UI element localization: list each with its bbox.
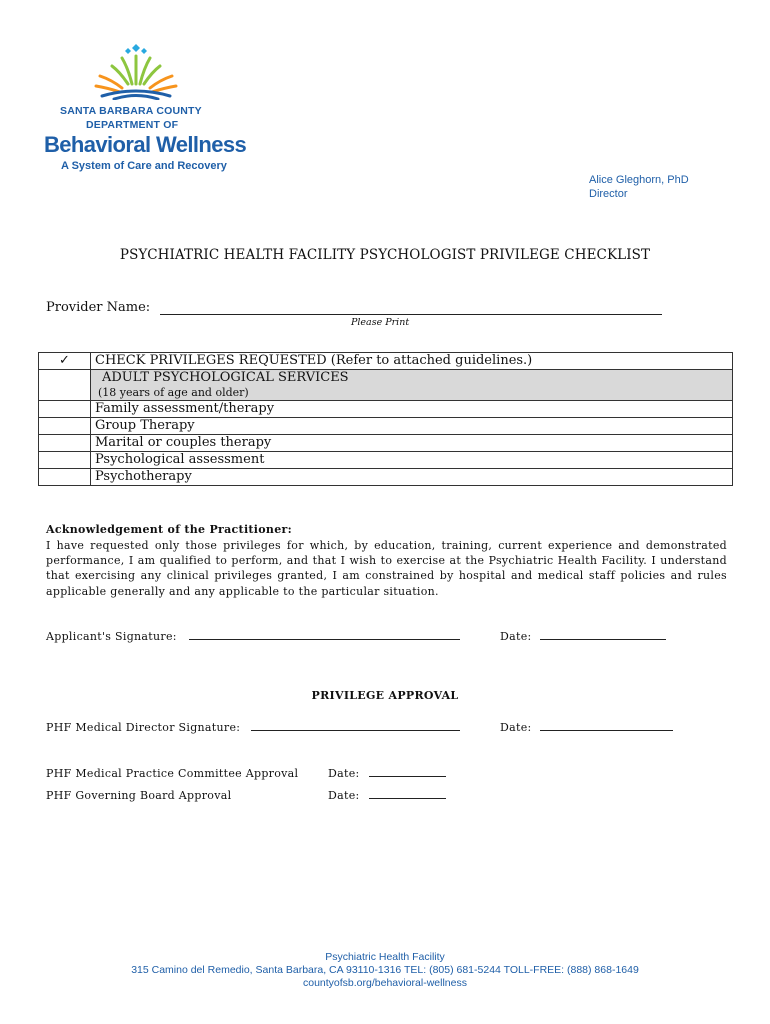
table-row — [39, 418, 733, 435]
board-date-field[interactable] — [369, 789, 446, 799]
table-row — [39, 469, 733, 486]
committee-approval-label: PHF Medical Practice Committee Approval — [46, 767, 299, 780]
table-row — [39, 401, 733, 418]
medical-director-signature-field[interactable] — [251, 721, 460, 731]
footer-facility-name: Psychiatric Health Facility — [325, 951, 445, 963]
provider-name-field[interactable] — [160, 314, 662, 315]
logo-text-department: DEPARTMENT OF — [86, 119, 179, 131]
board-date-label: Date: — [328, 789, 360, 802]
section-row — [39, 370, 733, 401]
privilege-checkbox-marital[interactable] — [39, 435, 91, 452]
privilege-checkbox-assessment[interactable] — [39, 452, 91, 469]
table-row — [39, 435, 733, 452]
privilege-label: Marital or couples therapy — [91, 435, 733, 452]
privilege-label: Psychological assessment — [91, 452, 733, 469]
director-name: Alice Gleghorn, PhD — [589, 174, 689, 186]
board-approval-label: PHF Governing Board Approval — [46, 789, 232, 802]
applicant-date-label: Date: — [500, 630, 532, 643]
section-title: ADULT PSYCHOLOGICAL SERVICES — [102, 370, 349, 385]
footer-website-link[interactable]: countyofsb.org/behavioral-wellness — [302, 977, 467, 989]
logo-text-county: SANTA BARBARA COUNTY — [60, 105, 202, 117]
applicant-signature-field[interactable] — [189, 630, 460, 640]
acknowledgement-text: I have requested only those privileges for which, by education, training, current experience and demonstrated performance, I am qualified to perform, and that I wish to exercise at the Psychiatric Health Facility. I understand that exercising any clinical privileges granted, I am constrained by hospital and medical staff policies and rules applicable generally and any applicable to the particular situation. — [46, 539, 727, 598]
logo-emblem — [92, 44, 182, 100]
section-label-cell — [91, 370, 733, 401]
table-header-label: CHECK PRIVILEGES REQUESTED (Refer to attached guidelines.) — [91, 353, 733, 370]
committee-date-label: Date: — [328, 767, 360, 780]
logo-text-behavioral-wellness: Behavioral Wellness — [44, 132, 247, 157]
page-title: PSYCHIATRIC HEALTH FACILITY PSYCHOLOGIST PRIVILEGE CHECKLIST — [119, 247, 651, 263]
privilege-label: Psychotherapy — [91, 469, 733, 486]
privilege-label: Group Therapy — [91, 418, 733, 435]
privileges-table — [38, 352, 733, 486]
section-note: (18 years of age and older) — [98, 386, 249, 399]
applicant-signature-label: Applicant's Signature: — [46, 630, 177, 643]
privilege-checkbox-group[interactable] — [39, 418, 91, 435]
check-column-header — [39, 353, 91, 370]
medical-director-signature-label: PHF Medical Director Signature: — [46, 721, 241, 734]
director-title: Director — [589, 188, 628, 200]
section-check-cell — [39, 370, 91, 401]
medical-director-date-field[interactable] — [540, 721, 673, 731]
medical-director-date-label: Date: — [500, 721, 532, 734]
committee-date-field[interactable] — [369, 767, 446, 777]
check-icon: ✓ — [59, 353, 70, 368]
privilege-checkbox-psychotherapy[interactable] — [39, 469, 91, 486]
footer-address: 315 Camino del Remedio, Santa Barbara, CA 93110-1316 TEL: (805) 681-5244 TOLL-FREE: (888) 868-1649 — [131, 964, 639, 976]
privilege-label: Family assessment/therapy — [91, 401, 733, 418]
provider-name-label: Provider Name: — [46, 300, 151, 315]
please-print-hint: Please Print — [351, 317, 410, 328]
acknowledgement-heading: Acknowledgement of the Practitioner: — [46, 523, 292, 536]
privilege-checkbox-family[interactable] — [39, 401, 91, 418]
table-row — [39, 452, 733, 469]
privilege-approval-heading: PRIVILEGE APPROVAL — [311, 689, 459, 702]
logo-tagline: A System of Care and Recovery — [61, 160, 227, 172]
applicant-date-field[interactable] — [540, 630, 666, 640]
table-header-row — [39, 353, 733, 370]
